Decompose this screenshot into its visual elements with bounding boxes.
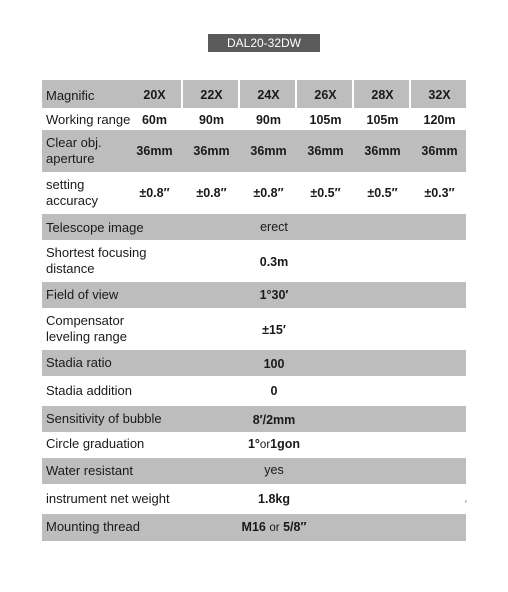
spec-label: Water resistant xyxy=(46,463,133,478)
spec-value: 1.8kg xyxy=(258,492,290,506)
spec-label: Circle graduation xyxy=(46,436,145,451)
row-working-range xyxy=(42,108,466,130)
row-stadia-addition xyxy=(42,376,466,406)
row-shortest-focusing xyxy=(42,240,466,282)
thread-imperial: 5/8″ xyxy=(283,520,307,534)
spec-value: 60m xyxy=(141,113,168,127)
spec-value: 24X xyxy=(257,88,280,102)
spec-value: ±0.5″ xyxy=(367,186,398,200)
spec-label: Field of view xyxy=(46,287,119,302)
spec-value: ±0.8″ xyxy=(139,186,170,200)
spec-label: Stadia addition xyxy=(46,383,133,398)
or-text: or xyxy=(259,439,271,451)
spec-value: 20X xyxy=(143,88,166,102)
spec-value: 100 xyxy=(263,357,285,371)
row-circle-graduation xyxy=(42,432,466,458)
spec-value: 36mm xyxy=(421,144,458,158)
spec-value: 36mm xyxy=(193,144,230,158)
spec-value: ±15′ xyxy=(262,323,286,337)
spec-value: ±0.8″ xyxy=(196,186,227,200)
spec-value: 8′/2mm xyxy=(252,413,296,427)
spec-value: 36mm xyxy=(307,144,344,158)
row-water-resistant xyxy=(42,458,466,484)
graduation-degree: 1° xyxy=(247,437,260,451)
spec-value: 1°30′ xyxy=(259,288,289,302)
spec-value xyxy=(224,520,324,534)
spec-value: 120m xyxy=(423,113,456,127)
spec-label: Compensator xyxy=(46,313,125,328)
row-compensator xyxy=(42,308,466,350)
row-mounting-thread xyxy=(42,514,466,541)
spec-label: aperture xyxy=(46,151,95,166)
spec-value: 90m xyxy=(255,113,282,127)
spec-label: setting xyxy=(46,177,85,192)
spec-value: 32X xyxy=(428,88,451,102)
spec-table xyxy=(42,80,466,541)
spec-value: erect xyxy=(260,220,288,234)
stray-mark: ' xyxy=(465,499,467,509)
spec-label: Working range xyxy=(46,112,131,127)
spec-label: Clear obj. xyxy=(46,135,102,150)
spec-value: 0 xyxy=(270,384,278,398)
spec-value: ±0.8″ xyxy=(253,186,284,200)
spec-value: 90m xyxy=(198,113,225,127)
spec-value: yes xyxy=(264,463,284,477)
spec-value: 36mm xyxy=(364,144,401,158)
row-net-weight xyxy=(42,484,466,514)
row-field-of-view xyxy=(42,282,466,308)
row-telescope-image xyxy=(42,214,466,240)
model-title: DAL20-32DW xyxy=(208,34,320,52)
spec-label: instrument net weight xyxy=(46,491,170,506)
spec-label: Stadia ratio xyxy=(46,355,112,370)
spec-value xyxy=(224,437,324,451)
spec-value: 105m xyxy=(309,113,342,127)
spec-label: Shortest focusing xyxy=(46,245,147,260)
graduation-gon: 1gon xyxy=(270,437,301,451)
spec-label: Mounting thread xyxy=(46,519,140,534)
spec-label: accuracy xyxy=(46,193,99,208)
or-text: or xyxy=(269,522,280,534)
spec-label: Telescope image xyxy=(46,220,144,235)
row-clear-aperture xyxy=(42,130,466,172)
thread-metric: M16 xyxy=(241,520,266,534)
spec-label: distance xyxy=(46,261,95,276)
row-bubble-sensitivity xyxy=(42,406,466,432)
spec-value: 105m xyxy=(366,113,399,127)
spec-value: 0.3m xyxy=(259,255,289,269)
spec-value: 22X xyxy=(200,88,223,102)
row-magnific xyxy=(42,80,466,108)
row-setting-accuracy xyxy=(42,172,466,214)
spec-value: ±0.3″ xyxy=(424,186,455,200)
spec-label: Magnific xyxy=(46,88,95,103)
spec-value: 26X xyxy=(314,88,337,102)
row-stadia-ratio xyxy=(42,350,466,376)
spec-value: 28X xyxy=(371,88,394,102)
spec-value: 36mm xyxy=(136,144,173,158)
spec-label: Sensitivity of bubble xyxy=(46,411,162,426)
spec-value: 36mm xyxy=(250,144,287,158)
spec-label: leveling range xyxy=(46,329,127,344)
spec-value: ±0.5″ xyxy=(310,186,341,200)
